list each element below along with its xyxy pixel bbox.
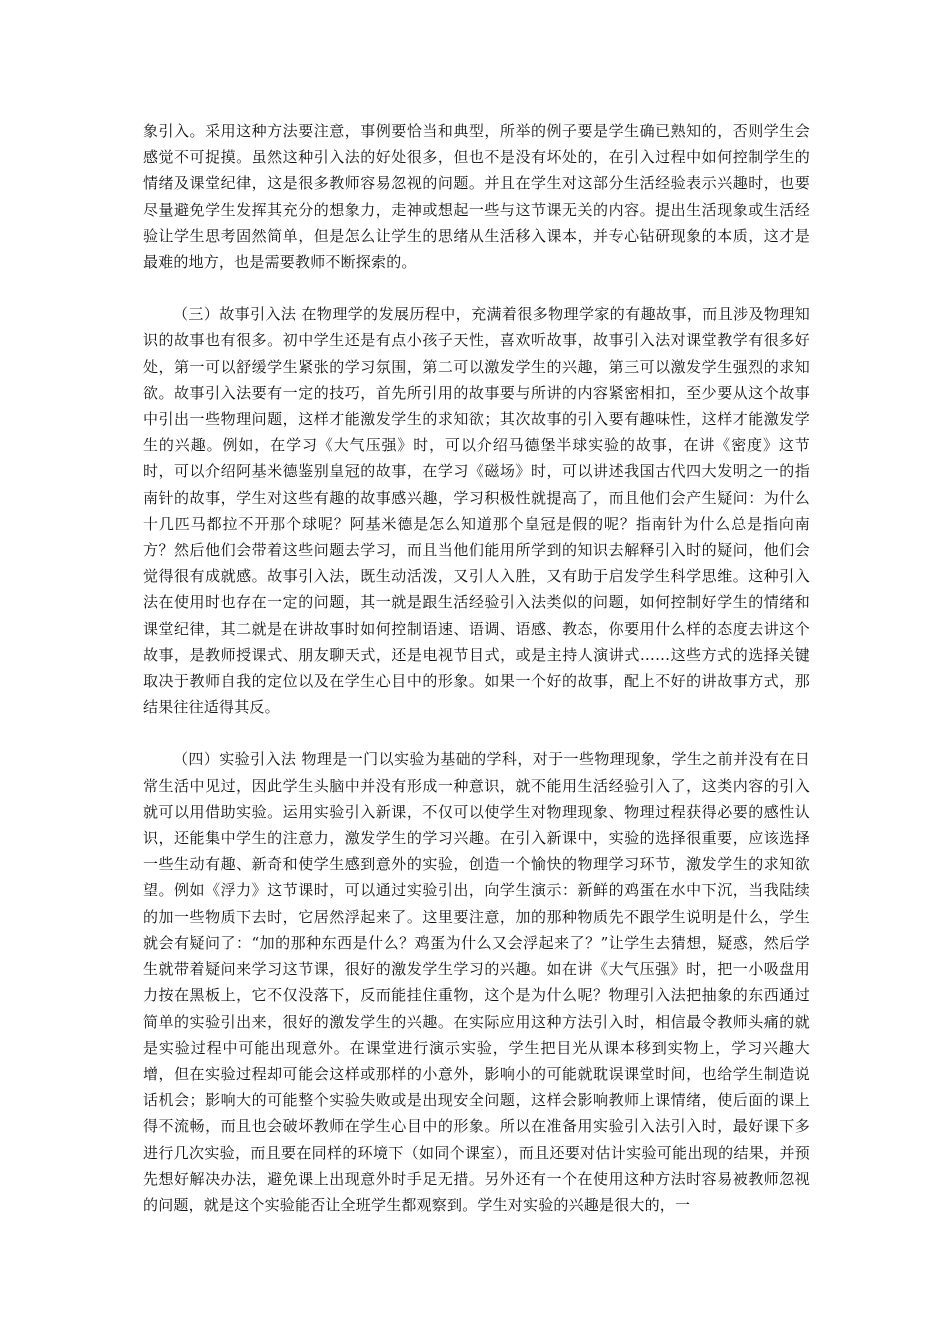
paragraph-story-method: （三）故事引入法 在物理学的发展历程中，充满着很多物理学家的有趣故事，而且涉及物理知识的故事也有很多。初中学生还是有点小孩子天性，喜欢听故事，故事引入法对课堂教学有很多好处，第一可以舒缓学生紧张的学习氛围，第二可以激发学生的兴趣，第三可以激发学生强烈的求知欲。故事引入法要有一定的技巧，首先所引用的故事要与所讲的内容紧密相扣，至少要从这个故事中引出一些物理问题，这样才能激发学生的求知欲；其次故事的引入要有趣味性，这样才能激发学生的兴趣。例如，在学习《大气压强》时，可以介绍马德堡半球实验的故事，在讲《密度》这节时，可以介绍阿基米德鉴别皇冠的故事，在学习《磁场》时，可以讲述我国古代四大发明之一的指南针的故事，学生对这些有趣的故事感兴趣，学习积极性就提高了，而且他们会产生疑问：为什么十几匹马都拉不开那个球呢？阿基米德是怎么知道那个皇冠是假的呢？指南针为什么总是指向南方？然后他们会带着这些问题去学习，而且当他们能用所学到的知识去解释引入时的疑问，他们会觉得很有成就感。故事引入法，既生动活泼，又引人入胜，又有助于启发学生科学思维。这种引入法在使用时也存在一定的问题，其一就是跟生活经验引入法类似的问题，如何控制好学生的情绪和课堂纪律，其二就是在讲故事时如何控制语速、语调、语感、教态，你要用什么样的态度去讲这个故事，是教师授课式、朋友聊天式，还是电视节目式，或是主持人演讲式……这些方式的选择关键取决于教师自我的定位以及在学生心目中的形象。如果一个好的故事，配上不好的讲故事方式，那结果往往适得其反。	[143, 305, 810, 717]
document-body	[143, 118, 810, 1218]
paragraph-experiment-method: （四）实验引入法 物理是一门以实验为基础的学科，对于一些物理现象，学生之前并没有在日常生活中见过，因此学生头脑中并没有形成一种意识，就不能用生活经验引入了，这类内容的引入就可以用借助实验。运用实验引入新课，不仅可以使学生对物理现象、物理过程获得必要的感性认识，还能集中学生的注意力，激发学生的学习兴趣。在引入新课中，实验的选择很重要，应该选择一些生动有趣、新奇和使学生感到意外的实验，创造一个愉快的物理学习环节，激发学生的求知欲望。例如《浮力》这节课时，可以通过实验引出，向学生演示：新鲜的鸡蛋在水中下沉，当我陆续的加一些物质下去时，它居然浮起来了。这里要注意，加的那种物质先不跟学生说明是什么，学生就会有疑问了：“加的那种东西是什么？鸡蛋为什么又会浮起来了？”让学生去猜想，疑惑，然后学生就带着疑问来学习这节课，很好的激发学生学习的兴趣。如在讲《大气压强》时，把一小吸盘用力按在黑板上，它不仅没落下，反而能挂住重物，这个是为什么呢？物理引入法把抽象的东西通过简单的实验引出来，很好的激发学生的兴趣。在实际应用这种方法引入时，相信最令教师头痛的就是实验过程中可能出现意外。在课堂进行演示实验，学生把目光从课本移到实物上，学习兴趣大增，但在实验过程却可能会这样或那样的小意外，影响小的可能就耽误课堂时间，也给学生制造说话机会；影响大的可能整个实验失败或是出现安全问题，这样会影响教师上课情绪，使后面的课上得不流畅，而且也会破坏教师在学生心目中的形象。所以在准备用实验引入法引入时，最好课下多进行几次实验，而且要在同样的环境下（如同个课室），而且还要对估计实验可能出现的结果，并预先想好解决办法，避免课上出现意外时手足无措。另外还有一个在使用这种方法时容易被教师忽视的问题，就是这个实验能否让全班学生都观察到。学生对实验的兴趣是很大的，一	[143, 750, 810, 1214]
paragraph-continuation: 象引入。采用这种方法要注意，事例要恰当和典型，所举的例子要是学生确已熟知的，否则学生会感觉不可捉摸。虽然这种引入法的好处很多，但也不是没有坏处的，在引入过程中如何控制学生的情绪及课堂纪律，这是很多教师容易忽视的问题。并且在学生对这部分生活经验表示兴趣时，也要尽量避免学生发挥其充分的想象力，走神或想起一些与这节课无关的内容。提出生活现象或生活经验让学生思考固然简单，但是怎么让学生的思绪从生活移入课本，并专心钻研现象的本质，这才是最难的地方，也是需要教师不断探索的。	[143, 122, 810, 272]
